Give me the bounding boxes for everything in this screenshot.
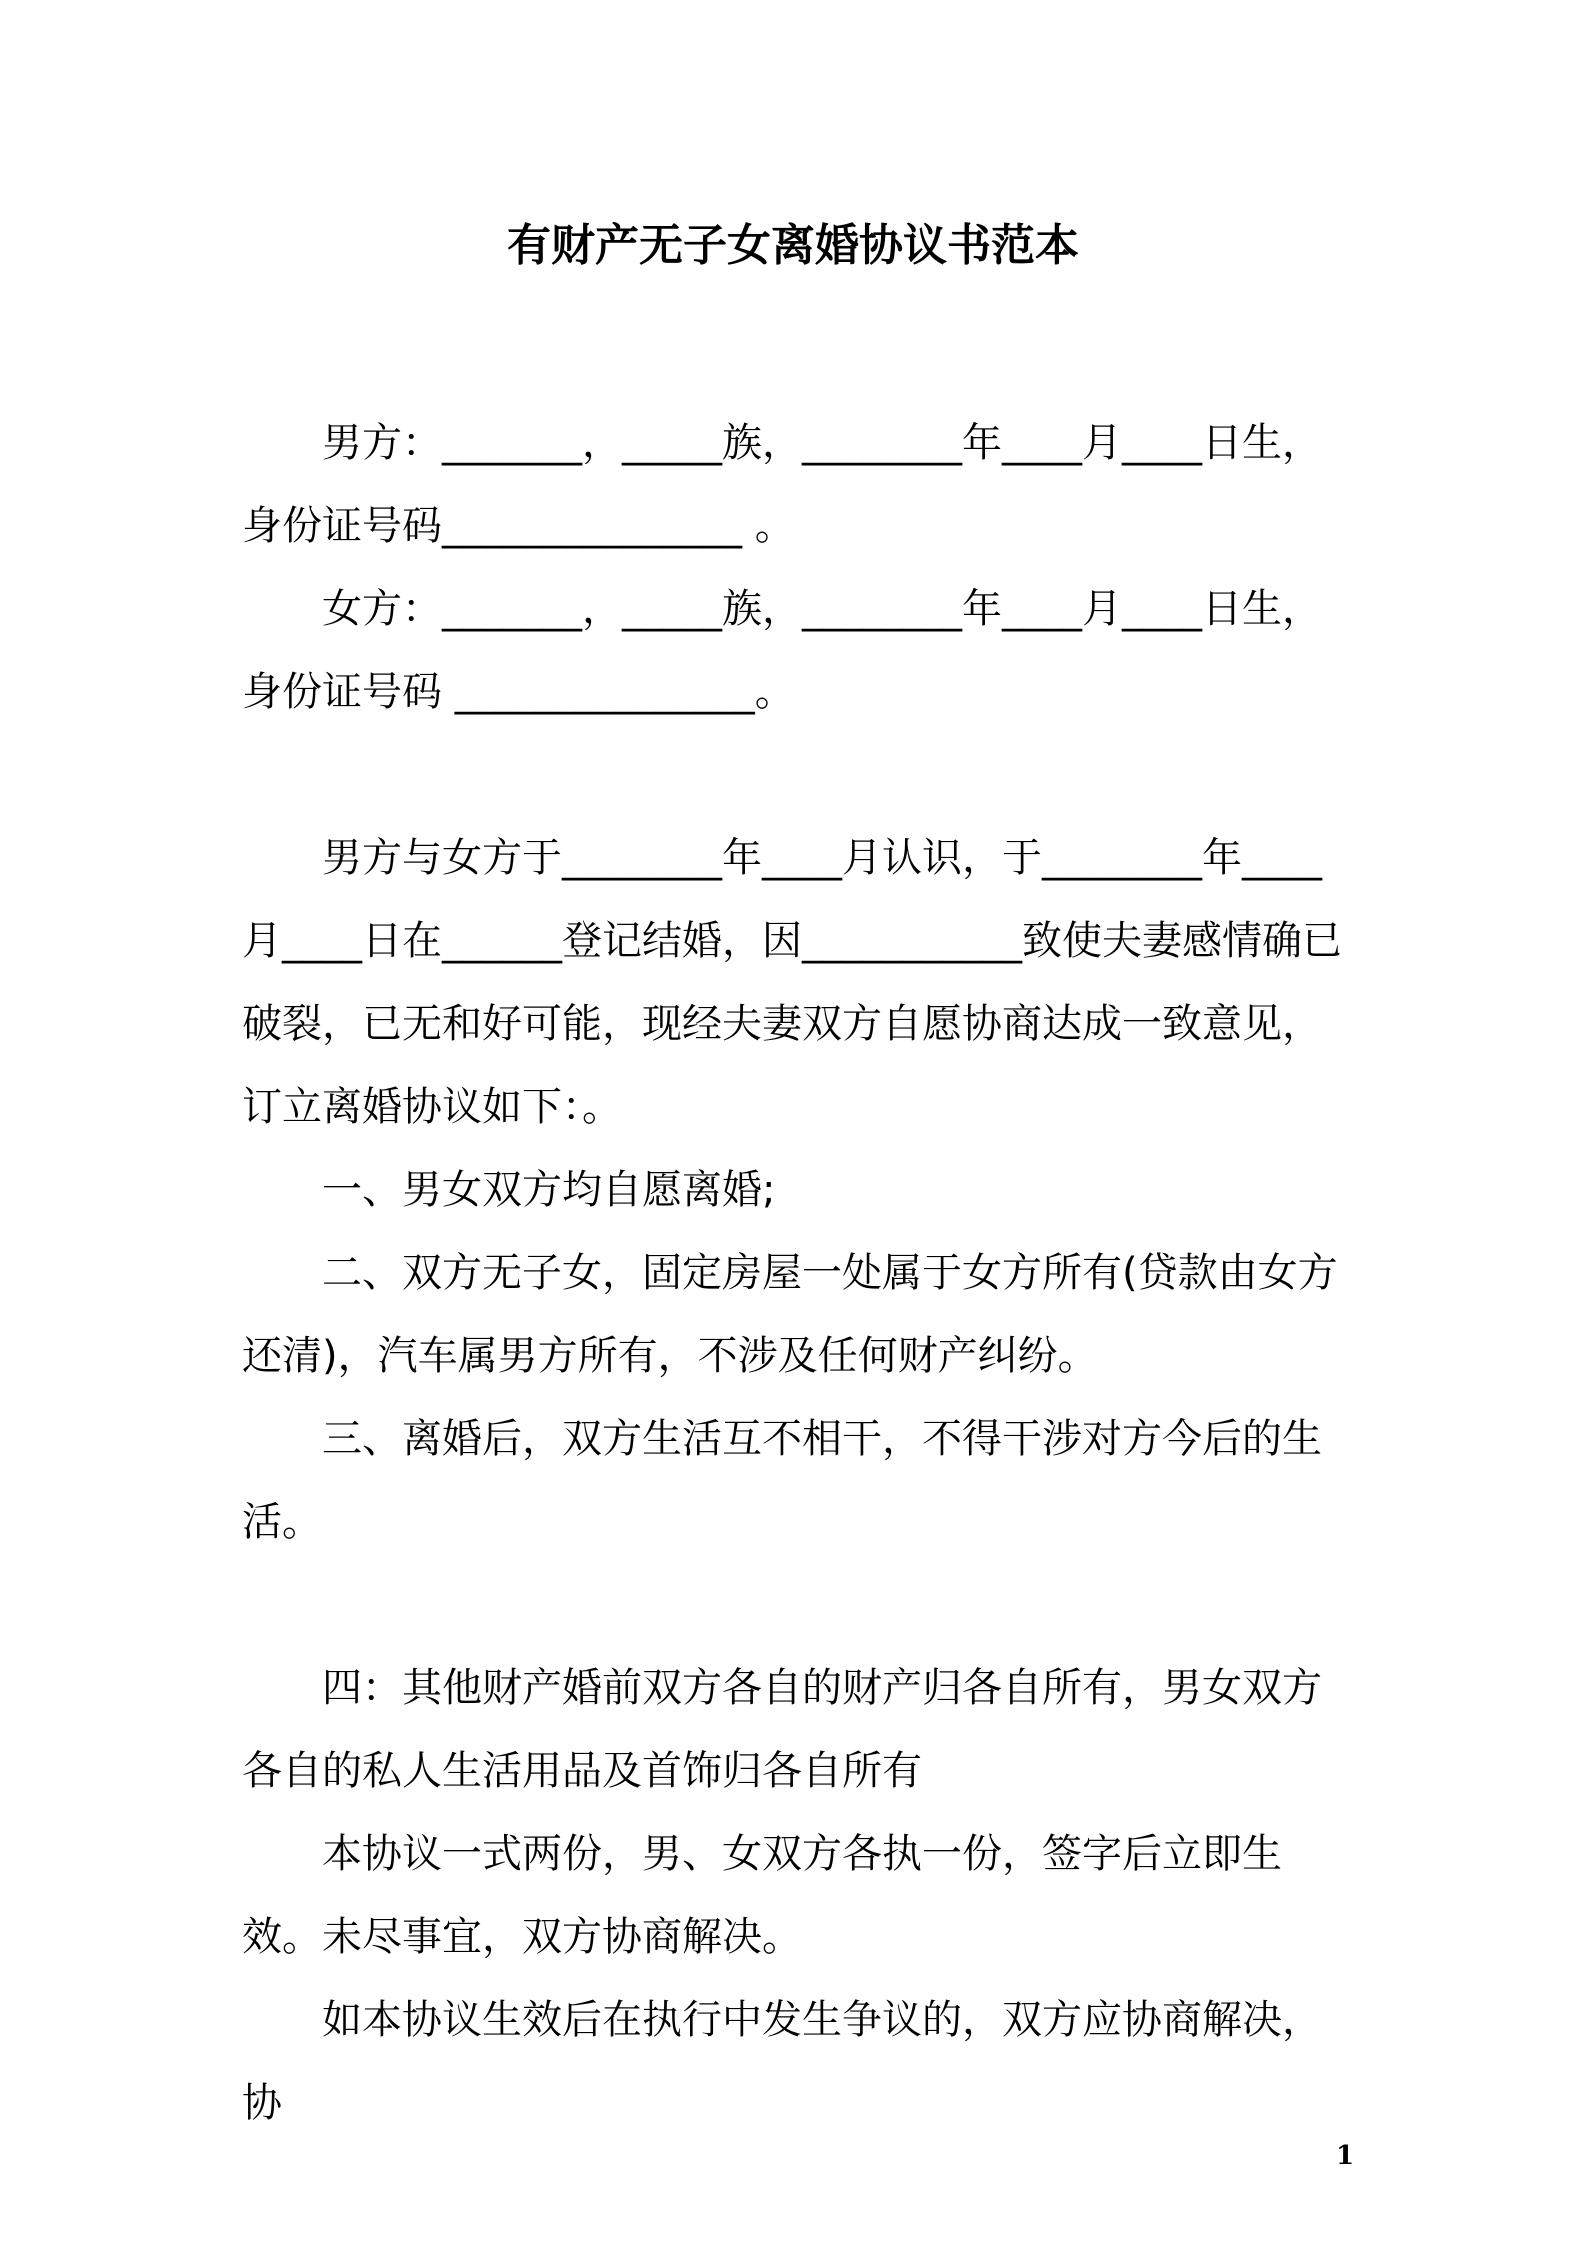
clause-2: 二、双方无子女，固定房屋一处属于女方所有(贷款由女方还清)，汽车属男方所有，不涉及任何财产纠纷。: [242, 1250, 1338, 1379]
female-info-line: 女方：_______，_____族，________年____月____日生，: [322, 586, 1322, 632]
dispute-paragraph: 如本协议生效后在执行中发生争议的，双方应协商解决，协: [242, 1997, 1322, 2126]
paragraph-gap: [242, 1564, 1357, 1647]
clause-3: 三、离婚后，双方生活互不相干，不得干涉对方今后的生活。: [242, 1416, 1322, 1545]
copies-paragraph: 本协议一式两份，男、女双方各执一份，签字后立即生效。未尽事宜，双方协商解决。: [242, 1831, 1282, 1960]
female-id-line: 身份证号码 _______________。: [242, 669, 795, 715]
male-info-line: 男方：_______，_____族，________年____月____日生，: [322, 420, 1322, 466]
clause-1: 一、男女双方均自愿离婚;: [322, 1167, 776, 1213]
male-id-line: 身份证号码_______________ 。: [242, 503, 795, 549]
paragraph-gap: [242, 734, 1357, 817]
intro-paragraph: 男方与女方于________年____月认识，于________年____月____日在______登记结婚，因___________致使夫妻感情确已破裂，已无和好可能，现经夫妻双方自愿协商达成一致意见，订立离婚协议如下：。: [242, 835, 1342, 1130]
document-title: 有财产无子女离婚协议书范本: [507, 220, 1079, 271]
document-body: [242, 402, 1357, 2145]
clause-4: 四：其他财产婚前双方各自的财产归各自所有，男女双方各自的私人生活用品及首饰归各自所有: [242, 1665, 1322, 1794]
page-number: 1: [1336, 2141, 1355, 2171]
